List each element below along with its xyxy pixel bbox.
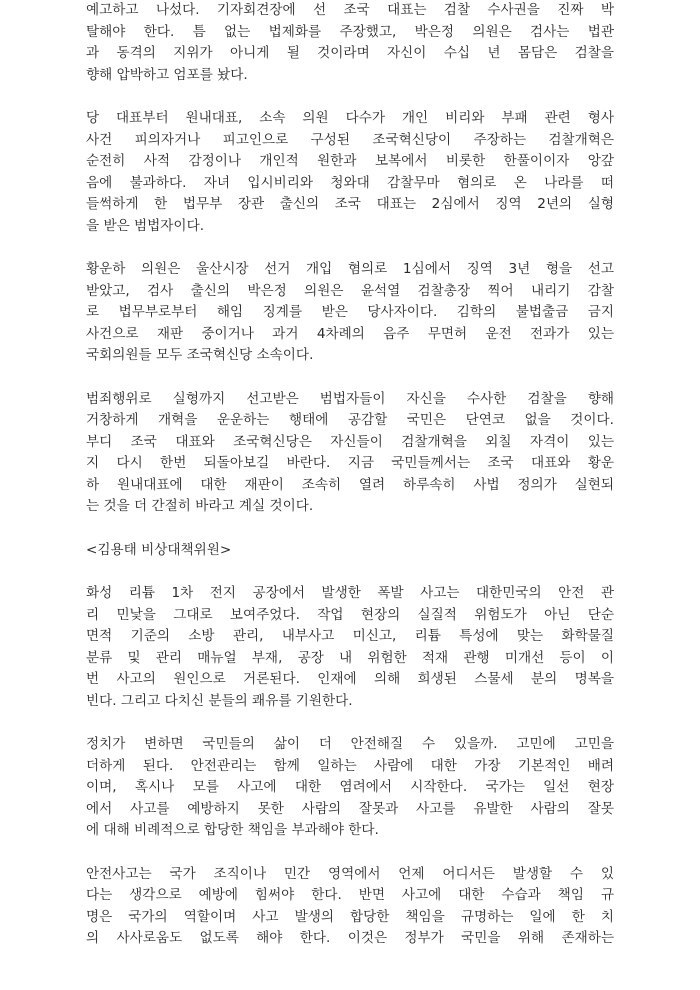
- text-line: 명은 국가의 역할이며 사고 발생의 합당한 책임을 규명하는 일에 한 치: [86, 908, 614, 925]
- text-line: 범죄행위로 실형까지 선고받은 범법자들이 자신을 수사한 검찰을 향해: [86, 390, 614, 407]
- text-line: 분류 및 관리 매뉴얼 부재, 공장 내 위험한 적재 관행 미개선 등이 이: [86, 649, 614, 666]
- paragraph-gap: [86, 367, 614, 389]
- paragraph: [86, 389, 614, 518]
- text-line: 면적 기준의 소방 관리, 내부사고 미신고, 리튬 특성에 맞는 화학물질: [86, 628, 614, 644]
- text-line: 거창하게 개혁을 운운하는 행태에 공감할 국민은 단연코 없을 것이다.: [86, 412, 614, 428]
- text-line: 사건 피의자거나 피고인으로 구성된 조국혁신당이 주장하는 검찰개혁은: [86, 131, 614, 148]
- text-line: 순전히 사적 감정이나 개인적 원한과 보복에서 비롯한 한풀이이자 앙갚: [86, 153, 614, 169]
- text-line: 번 사고의 원인으로 거론된다. 인재에 의해 희생된 스물세 분의 명복을: [86, 671, 614, 687]
- text-line: 예고하고 나섰다. 기자회견장에 선 조국 대표는 검찰 수사권을 진짜 박: [86, 2, 614, 18]
- text-line: 과 동격의 지위가 아니게 될 것이라며 자신이 수십 년 몸담은 검찰을: [86, 45, 614, 61]
- text-line: 탈해야 한다. 틈 없는 법제화를 주장했고, 박은정 의원은 검사는 법관: [86, 23, 614, 40]
- text-line: 리 민낯을 그대로 보여주었다. 작업 현장의 실질적 위험도가 아닌 단순: [86, 606, 614, 623]
- text-line: 에 대해 비례적으로 합당한 책임을 부과해야 한다.: [86, 822, 379, 838]
- text-line: 정치가 변하면 국민들의 삶이 더 안전해질 수 있을까. 고민에 고민을: [86, 736, 614, 752]
- text-line: 들썩하게 한 법무부 장관 출신의 조국 대표는 2심에서 징역 2년의 실형: [86, 196, 614, 212]
- text-line: 음에 불과하다. 자녀 입시비리와 청와대 감찰무마 혐의로 온 나라를 떠: [86, 174, 614, 191]
- text-line: 이며, 혹시나 모를 사고에 대한 염려에서 시작한다. 국가는 일선 현장: [86, 779, 614, 795]
- text-line: 더하게 된다. 안전관리는 함께 일하는 사람에 대한 가장 기본적인 배려: [86, 757, 614, 774]
- paragraph-gap: [86, 518, 614, 540]
- text-line: 사건으로 재판 중이거나 과거 4차례의 음주 무면허 운전 전과가 있는: [86, 325, 614, 342]
- text-line: 에서 사고를 예방하지 못한 사람의 잘못과 사고를 유발한 사람의 잘못: [86, 800, 614, 817]
- text-line: 받았고, 검사 출신의 박은정 의원은 윤석열 검찰총장 찍어 내리기 감찰: [86, 282, 614, 299]
- paragraph: [86, 864, 614, 950]
- paragraph: [86, 0, 614, 86]
- paragraph-gap: [86, 86, 614, 108]
- text-line: 는 것을 더 간절히 바라고 계실 것이다.: [86, 498, 314, 514]
- paragraph-gap: [86, 561, 614, 583]
- speaker-byline: <김용태 비상대책위원>: [86, 541, 232, 558]
- paragraph-gap: [86, 237, 614, 259]
- paragraph: [86, 583, 614, 712]
- text-line: 의 사사로움도 없도록 해야 한다. 이것은 정부가 국민을 위해 존재하는: [86, 930, 614, 946]
- paragraph: [86, 259, 614, 367]
- text-line: 황운하 의원은 울산시장 선거 개입 혐의로 1심에서 징역 3년 형을 선고: [86, 261, 614, 277]
- text-line: 로 법무부로부터 해임 징계를 받은 당사자이다. 김학의 불법출금 금지: [86, 304, 614, 320]
- paragraph: [86, 108, 614, 237]
- text-line: 지 다시 한번 되돌아보길 바란다. 지금 국민들께서는 조국 대표와 황운: [86, 455, 614, 471]
- text-line: 다는 생각으로 예방에 힘써야 한다. 반면 사고에 대한 수습과 책임 규: [86, 887, 614, 903]
- text-line: 을 받은 범법자이다.: [86, 217, 205, 234]
- document-body: [86, 0, 614, 950]
- text-line: 부디 조국 대표와 조국혁신당은 자신들이 검찰개혁을 외칠 자격이 있는: [86, 433, 614, 450]
- paragraph-gap: [86, 842, 614, 864]
- text-line: 국회의원들 모두 조국혁신당 소속이다.: [86, 347, 314, 363]
- text-line: 안전사고는 국가 조직이나 민간 영역에서 언제 어디서든 발생할 수 있: [86, 865, 614, 882]
- paragraph-gap: [86, 712, 614, 734]
- text-line: 당 대표부터 원내대표, 소속 의원 다수가 개인 비리와 부패 관련 형사: [86, 110, 614, 126]
- text-line: 빈다. 그리고 다치신 분들의 쾌유를 기원한다.: [86, 692, 353, 709]
- text-line: 화성 리튬 1차 전지 공장에서 발생한 폭발 사고는 대한민국의 안전 관: [86, 585, 614, 601]
- text-line: 하 원내대표에 대한 재판이 조속히 열려 하루속히 사법 정의가 실현되: [86, 476, 614, 493]
- paragraph: [86, 734, 614, 842]
- text-line: 향해 압박하고 엄포를 놨다.: [86, 66, 248, 83]
